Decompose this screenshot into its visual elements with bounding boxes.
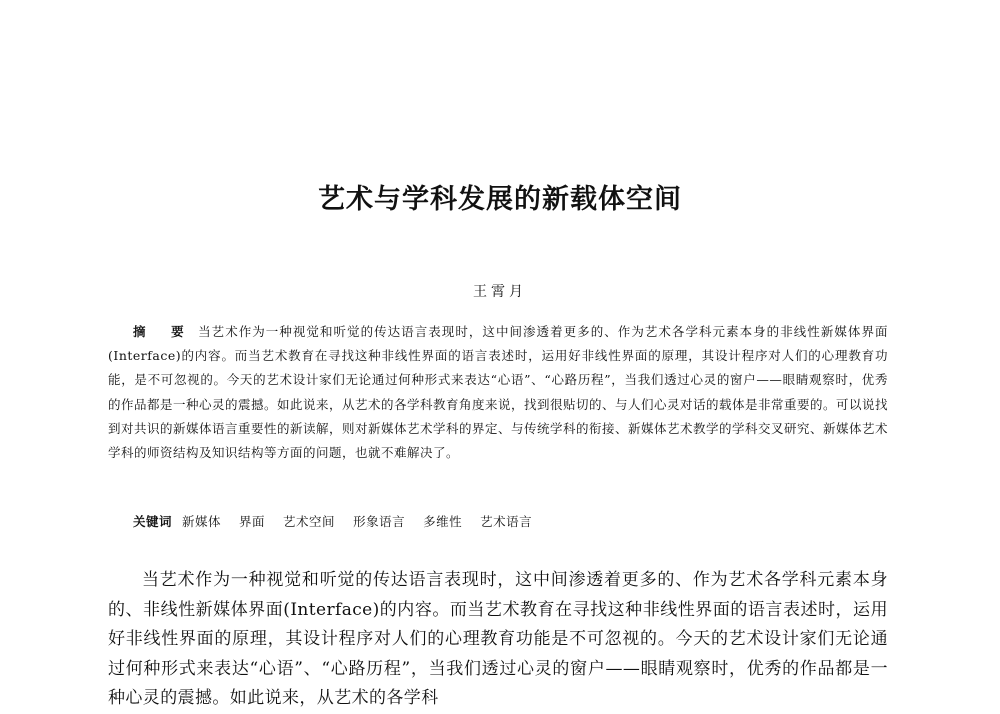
article-title: 艺术与学科发展的新载体空间 <box>318 184 682 215</box>
keywords <box>108 510 888 534</box>
abstract <box>108 320 888 465</box>
keywords-label: 关键词 <box>133 514 173 529</box>
abstract-text: 当艺术作为一种视觉和听觉的传达语言表现时，这中间渗透着更多的、作为艺术各学科元素本身的非线性新媒体界面(Interface)的内容。而当艺术教育在寻找这种非线性界面的语言表述时，运用好非线性界面的原理，其设计程序对人们的心理教育功能，是不可忽视的。今天的艺术设计家们无论通过何种形式来表达“心语”、“心路历程”，当我们透过心灵的窗户——眼睛观察时，优秀的作品都是一种心灵的震撼。如此说来，从艺术的各学科教育角度来说，找到很贴切的、与人们心灵对话的载体是非常重要的。可以说找到对共识的新媒体语言重要性的新读解，则对新媒体艺术学科的界定、与传统学科的衔接、新媒体艺术教学的学科交叉研究、新媒体艺术学科的师资结构及知识结构等方面的问题，也就不难解决了。 <box>108 324 889 461</box>
keyword: 艺术空间 <box>283 514 336 529</box>
keyword: 形象语言 <box>353 514 406 529</box>
keyword: 艺术语言 <box>480 514 533 529</box>
keyword: 新媒体 <box>182 514 222 529</box>
keyword: 界面 <box>239 514 266 529</box>
keyword: 多维性 <box>423 514 463 529</box>
abstract-label: 摘 要 <box>133 324 191 339</box>
author-name: 王霄月 <box>473 284 527 300</box>
body-paragraph: 当艺术作为一种视觉和听觉的传达语言表现时，这中间渗透着更多的、作为艺术各学科元素本身的、非线性新媒体界面(Interface)的内容。而当艺术教育在寻找这种非线性界面的语言表述时，运用好非线性界面的原理，其设计程序对人们的心理教育功能是不可忽视的。今天的艺术设计家们无论通过何种形式来表达“心语”、“心路历程”，当我们透过心灵的窗户——眼睛观察时，优秀的作品都是一种心灵的震撼。如此说来，从艺术的各学科 <box>108 570 888 708</box>
